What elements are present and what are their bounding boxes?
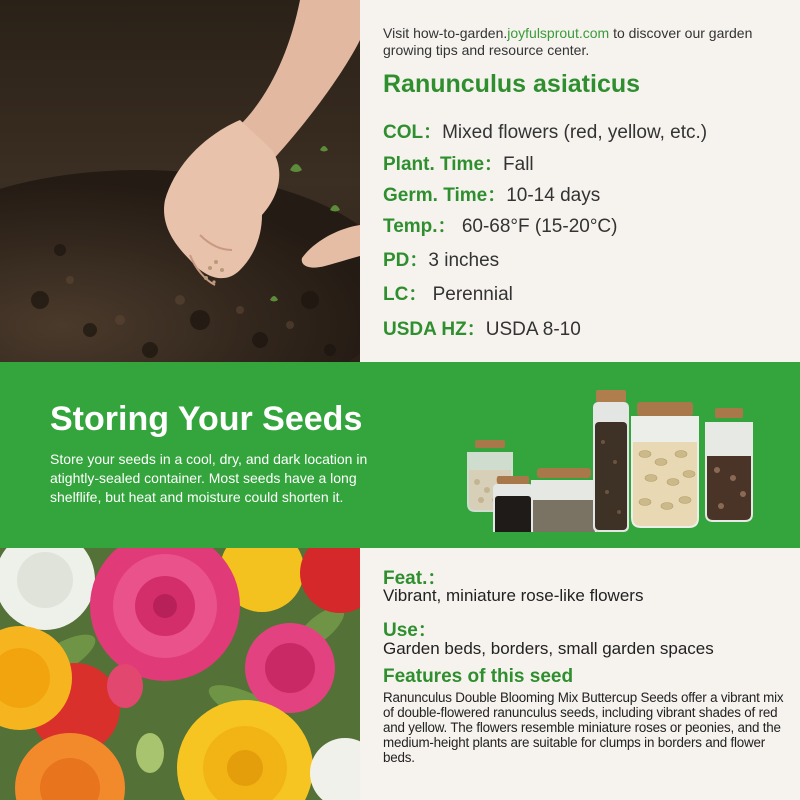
spec-color (383, 117, 707, 144)
spec-value: 10-14 days (506, 185, 601, 206)
spec-value: Mixed flowers (red, yellow, etc.) (442, 122, 708, 143)
storing-title: Storing Your Seeds (50, 400, 363, 438)
ranunculus-flowers-photo (0, 548, 360, 800)
seed-features-text: Ranunculus Double Blooming Mix Buttercup Seeds offer a vibrant mix of double-flowered ranunculus seeds, including vibrant shades of red and yellow. The flowers resemble miniature roses or peonies, and the medium-height plants are suitable for clumps in borders and flower beds. (383, 690, 784, 765)
seed-features-label: Features of this seed (383, 666, 574, 687)
spec-value: USDA 8-10 (485, 319, 581, 340)
spec-value: 3 inches (428, 250, 500, 271)
seed-jars-photo (455, 382, 765, 532)
spec-label: COL： (383, 122, 443, 143)
storing-seeds-banner (0, 362, 800, 548)
spec-life-cycle (383, 279, 513, 306)
use-text: Garden beds, borders, small garden spaces (383, 639, 714, 658)
website-link[interactable]: joyfulsprout.com (507, 25, 610, 41)
features-section (0, 548, 800, 800)
spec-value: Perennial (427, 284, 513, 305)
spec-label: USDA HZ： (383, 319, 486, 340)
spec-label: PD： (383, 250, 429, 271)
spec-label: Plant. Time： (383, 154, 504, 175)
spec-usda-zone (383, 314, 581, 341)
spec-value: 60-68°F (15-20°C) (456, 216, 618, 237)
spec-label: LC： (383, 284, 428, 305)
storing-text: Store your seeds in a cool, dry, and dark location in atightly-sealed container. Most seeds have a long shelflife, but heat and moisture could shorten it. (50, 451, 368, 505)
spec-planting-time (383, 149, 534, 176)
visit-prefix: Visit how-to-garden. (383, 25, 508, 41)
spec-value: Fall (503, 154, 534, 175)
website-note (383, 25, 783, 59)
spec-germination-time (383, 180, 600, 207)
feat-text: Vibrant, miniature rose-like flowers (383, 586, 644, 605)
spec-temperature (383, 211, 617, 238)
spec-label: Germ. Time： (383, 185, 507, 206)
feat-label: Feat.： (383, 568, 447, 589)
spec-planting-depth (383, 245, 499, 272)
visit-suffix: to discover our garden growing tips and resource center. (383, 25, 753, 58)
hand-sowing-seeds-photo (0, 0, 360, 362)
plant-name: Ranunculus asiaticus (383, 70, 641, 98)
plant-info-section (0, 0, 800, 362)
use-label: Use： (383, 620, 437, 641)
spec-label: Temp.： (383, 216, 457, 237)
